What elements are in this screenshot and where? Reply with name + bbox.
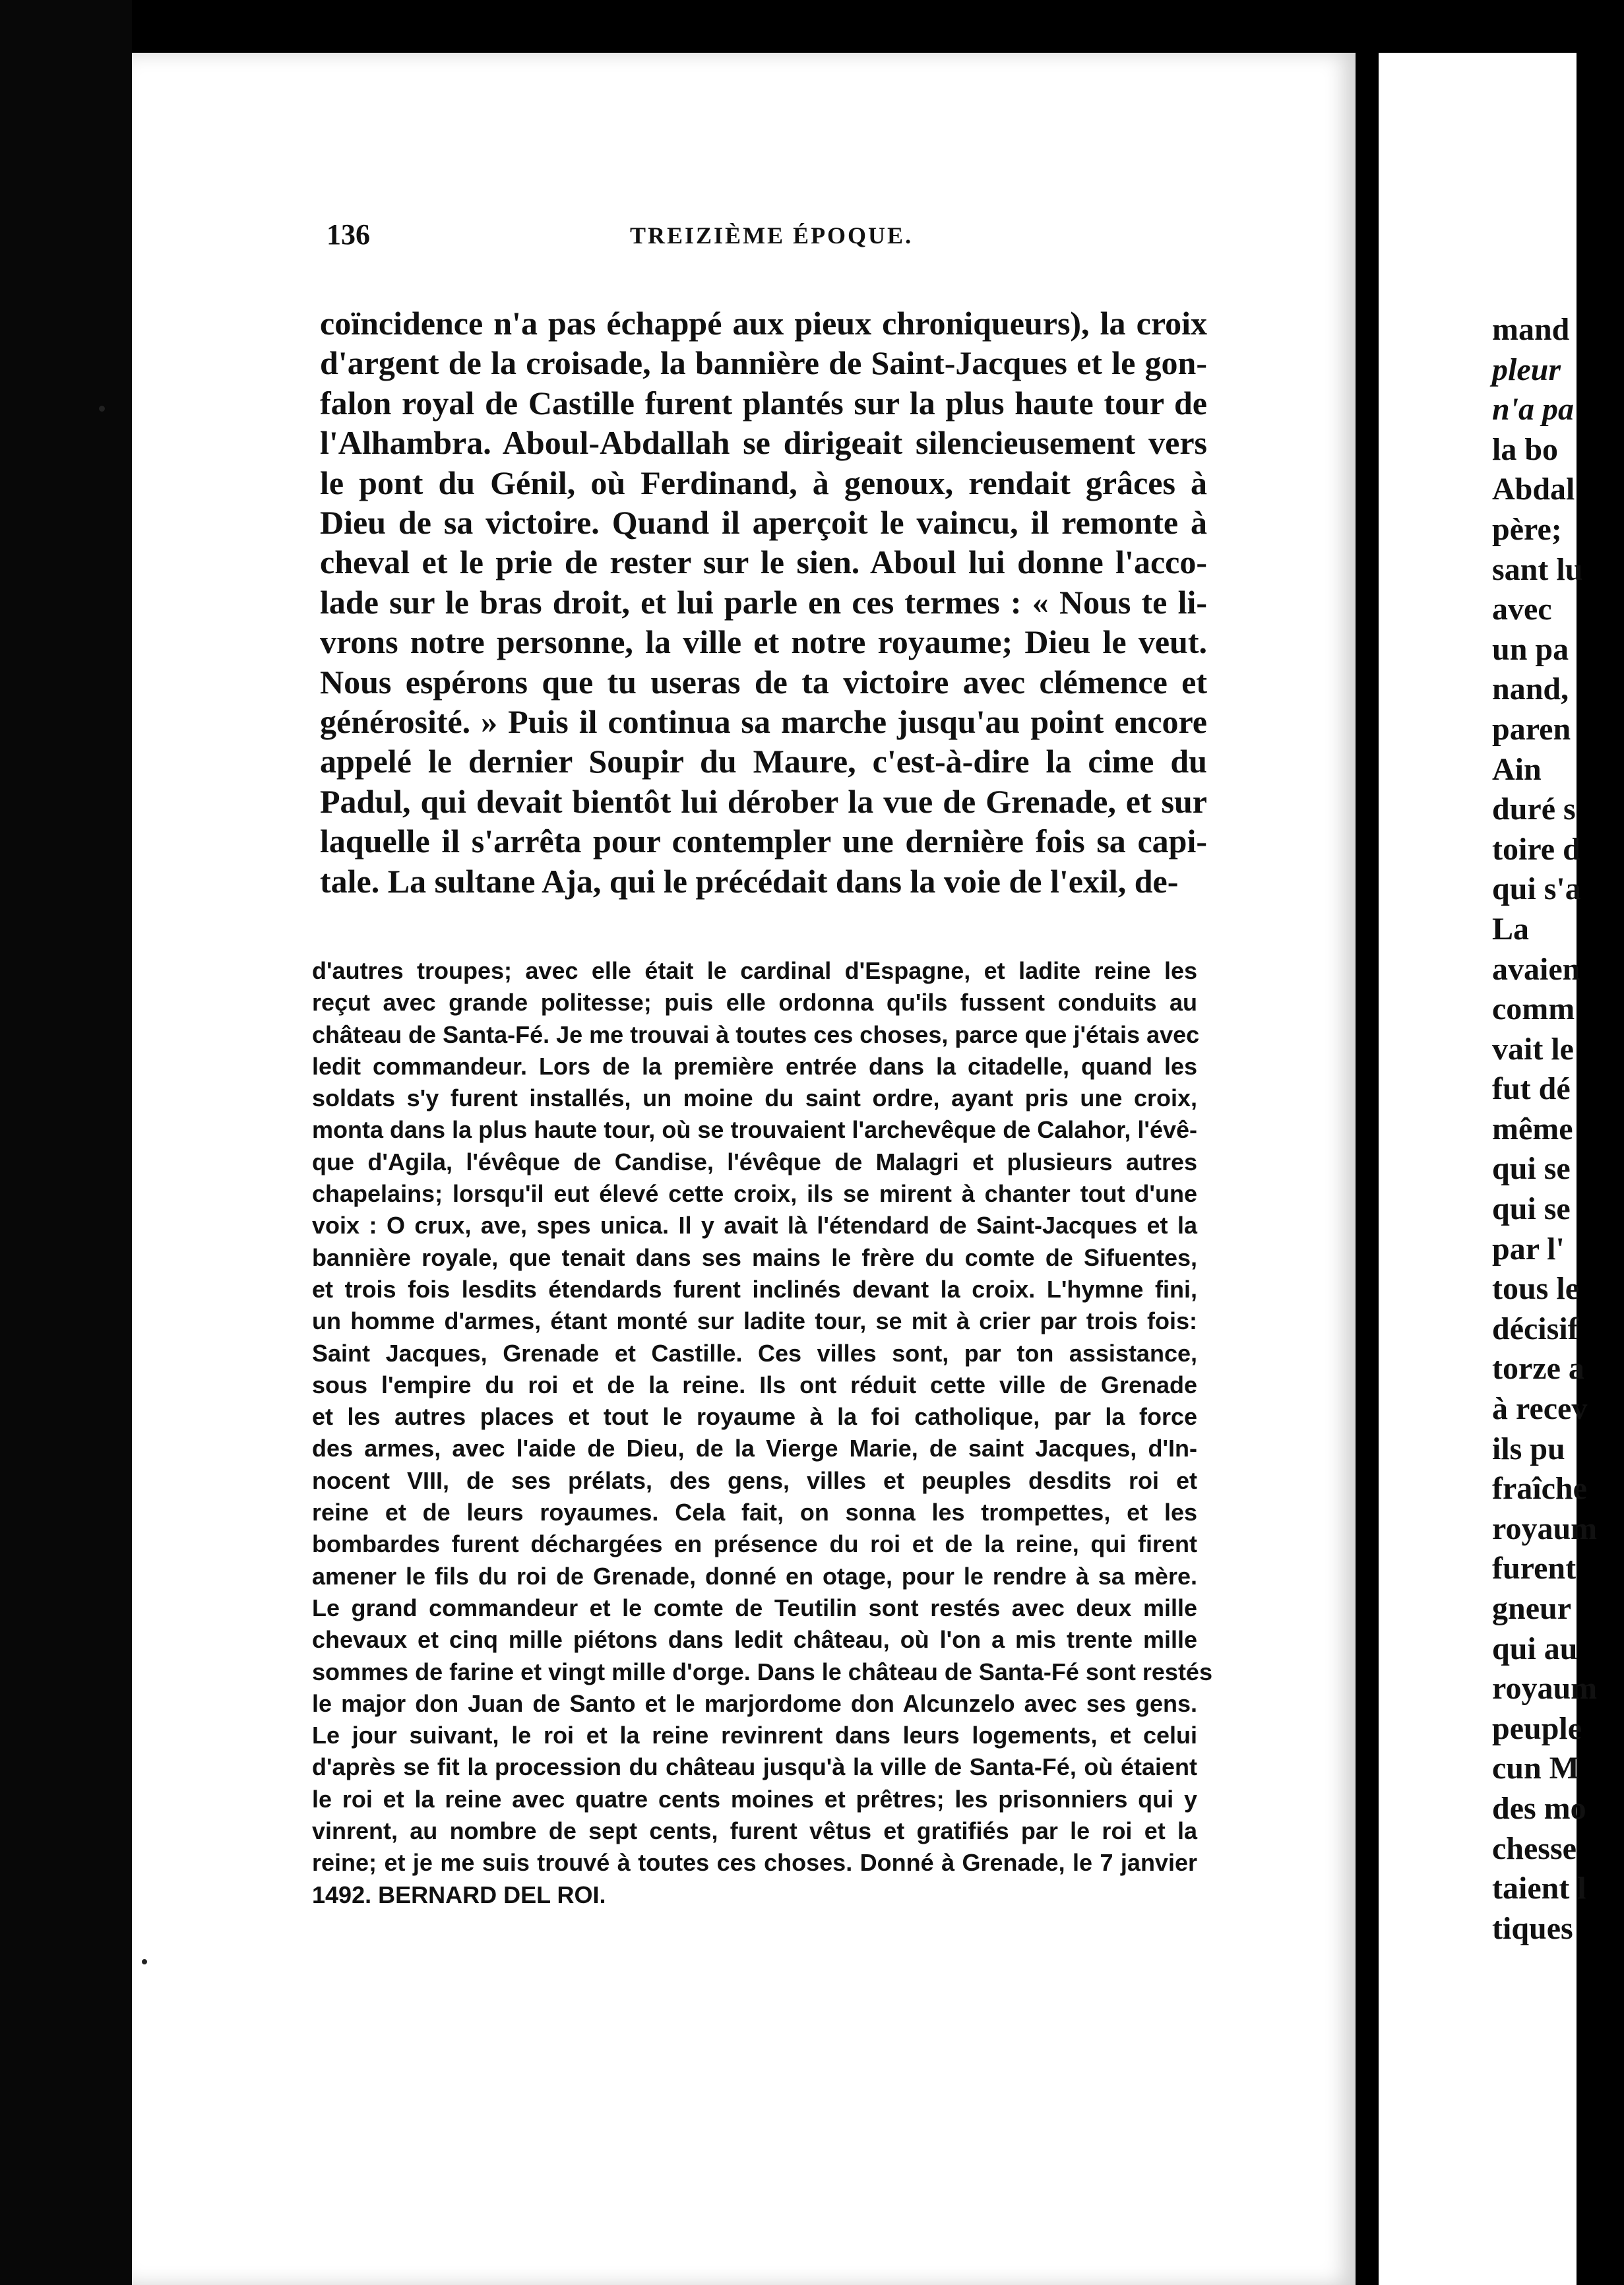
section-title: TREIZIÈME ÉPOQUE. <box>630 222 914 249</box>
footnote-line: sommes de farine et vingt mille d'orge. Dans le château de Santa-Fé sont restés <box>312 1658 1212 1685</box>
footnote-line: Saint Jacques, Grenade et Castille. Ces villes sont, par ton assistance, <box>312 1339 1197 1367</box>
right-page-line: avaien <box>1492 951 1580 987</box>
right-page-line: n'a pa <box>1492 392 1575 427</box>
right-page-line: qui se <box>1492 1191 1571 1227</box>
right-page-line: Abdal <box>1492 472 1575 507</box>
footnote-line: d'autres troupes; avec elle était le cardinal d'Espagne, et ladite reine les <box>312 957 1197 984</box>
footnote-line: monta dans la plus haute tour, où se trouvaient l'archevêque de Calahor, l'évê- <box>312 1116 1197 1144</box>
footnote-line: bannière royale, que tenait dans ses mains le frère du comte de Sifuentes, <box>312 1243 1197 1271</box>
footnote-line: bombardes furent déchargées en présence du roi et de la reine, qui firent <box>312 1530 1197 1558</box>
body-text-line: Dieu de sa victoire. Quand il aperçoit le vaincu, il remonte à <box>320 504 1207 542</box>
footnote-line: le major don Juan de Santo et le marjordome don Alcunzelo avec ses gens. <box>312 1689 1197 1717</box>
footnote-line: 1492. BERNARD DEL ROI. <box>312 1881 606 1908</box>
body-text-line: coïncidence n'a pas échappé aux pieux chroniqueurs), la croix <box>320 305 1207 342</box>
footnote-line: que d'Agila, l'évêque de Candise, l'évêque de Malagri et plusieurs autres <box>312 1148 1197 1175</box>
right-page-line: comm <box>1492 991 1575 1027</box>
body-text-line: laquelle il s'arrêta pour contempler une dernière fois sa capi- <box>320 823 1207 860</box>
right-page-line: vait le <box>1492 1031 1574 1067</box>
right-page-line: nand, <box>1492 672 1569 707</box>
footnote-line: voix : O crux, ave, spes unica. Il y avait là l'étendard de Saint-Jacques et la <box>312 1212 1197 1239</box>
footnote-block <box>312 955 1212 1911</box>
right-page-line: par l' <box>1492 1231 1565 1267</box>
right-page-line: ils pu <box>1492 1431 1565 1466</box>
right-page-line: fut dé <box>1492 1071 1571 1107</box>
body-text-line: cheval et le prie de rester sur le sien. Aboul lui donne l'acco- <box>320 544 1207 581</box>
footnote-line: vinrent, au nombre de sept cents, furent vêtus et gratifiés par le roi et la <box>312 1817 1197 1845</box>
footnote-line: ledit commandeur. Lors de la première entrée dans la citadelle, quand les <box>312 1052 1197 1080</box>
right-page-line: tous le <box>1492 1271 1579 1307</box>
right-page-line: qui s'a <box>1492 871 1581 907</box>
footnote-line: reçut avec grande politesse; puis elle ordonna qu'ils fussent conduits au <box>312 989 1197 1017</box>
body-text-line: générosité. » Puis il continua sa marche jusqu'au point encore <box>320 703 1207 741</box>
right-page-line: royaum <box>1492 1511 1598 1546</box>
footnote-line: Le grand commandeur et le comte de Teutilin sont restés avec deux mille <box>312 1594 1197 1621</box>
body-text-line: Padul, qui devait bientôt lui dérober la vue de Grenade, et sur <box>320 782 1207 820</box>
footnote-line: reine; et je me suis trouvé à toutes ces choses. Donné à Grenade, le 7 janvier <box>312 1849 1197 1877</box>
right-page-line: mand <box>1492 312 1570 347</box>
right-page-line: qui au <box>1492 1631 1578 1666</box>
body-text-line: vrons notre personne, la ville et notre royaume; Dieu le veut. <box>320 623 1207 661</box>
right-page-line: Ain <box>1492 751 1542 787</box>
right-page-line: sant lu <box>1492 551 1583 587</box>
right-page-line: la bo <box>1492 431 1559 467</box>
footnote-line: chapelains; lorsqu'il eut élevé cette croix, ils se mirent à chanter tout d'une <box>312 1180 1197 1208</box>
footnote-line: chevaux et cinq mille piétons dans ledit château, où l'on a mis trente mille <box>312 1626 1197 1654</box>
body-text-line: d'argent de la croisade, la bannière de Saint-Jacques et le gon- <box>320 344 1207 382</box>
right-page-line: royaum <box>1492 1671 1598 1706</box>
footnote-line: Le jour suivant, le roi et la reine revinrent dans leurs logements, et celui <box>312 1722 1197 1749</box>
right-page-line: avec <box>1492 592 1552 627</box>
right-page-line: toire d <box>1492 831 1580 867</box>
footnote-line: sous l'empire du roi et de la reine. Ils ont réduit cette ville de Grenade <box>312 1371 1197 1398</box>
right-page-line: père; <box>1492 511 1562 547</box>
running-head <box>327 218 1204 257</box>
body-text-line: Nous espérons que tu useras de ta victoire avec clémence et <box>320 663 1207 701</box>
body-text-line: appelé le dernier Soupir du Maure, c'est-à-dire la cime du <box>320 743 1207 780</box>
page-number: 136 <box>327 218 370 251</box>
right-page-line: duré s <box>1492 792 1576 827</box>
footnote-line: d'après se fit la procession du château jusqu'à la ville de Santa-Fé, où étaient <box>312 1753 1197 1781</box>
right-page-line: paren <box>1492 711 1571 747</box>
right-page-line: à recev <box>1492 1391 1588 1427</box>
right-page-line: taient l <box>1492 1871 1586 1906</box>
right-page-line: décisif <box>1492 1311 1578 1346</box>
right-page-line: torze a <box>1492 1351 1584 1387</box>
right-page-line: La <box>1492 911 1530 947</box>
right-page-line: un pa <box>1492 631 1569 667</box>
right-page-line: cun M <box>1492 1751 1579 1786</box>
footnote-line: et trois fois lesdits étendards furent inclinés devant la croix. L'hymne fini, <box>312 1275 1197 1303</box>
right-page-line: même <box>1492 1111 1573 1146</box>
scan-dark-edge <box>0 0 132 2285</box>
right-page-line: chesse <box>1492 1831 1577 1866</box>
right-page-line: pleur <box>1492 352 1561 387</box>
footnote-line: château de Santa-Fé. Je me trouvai à toutes ces choses, parce que j'étais avec <box>312 1020 1200 1048</box>
body-text-line: lade sur le bras droit, et lui parle en ces termes : « Nous te li- <box>320 583 1207 621</box>
footnote-line: amener le fils du roi de Grenade, donné en otage, pour le rendre à sa mère. <box>312 1562 1197 1590</box>
footnote-line: et les autres places et tout le royaume à la foi catholique, par la force <box>312 1403 1197 1431</box>
footnote-line: des armes, avec l'aide de Dieu, de la Vierge Marie, de saint Jacques, d'In- <box>312 1435 1197 1462</box>
right-page-line: gneur <box>1492 1591 1571 1626</box>
right-page-line: peuple <box>1492 1710 1582 1746</box>
body-text-line: tale. La sultane Aja, qui le précédait dans la voie de l'exil, de- <box>320 862 1179 900</box>
footnote-line: un homme d'armes, étant monté sur ladite tour, se mit à crier par trois fois: <box>312 1307 1197 1335</box>
scan-speck <box>99 406 105 412</box>
body-text-line: l'Alhambra. Aboul-Abdallah se dirigeait silencieusement vers <box>320 424 1207 462</box>
footnote-line: reine et de leurs royaumes. Cela fait, on sonna les trompettes, et les <box>312 1499 1197 1526</box>
right-page-text <box>1492 310 1624 1949</box>
right-page-line: qui se <box>1492 1151 1571 1187</box>
right-page-line: fraîche <box>1492 1471 1587 1507</box>
main-text-block <box>320 303 1207 901</box>
body-text-line: falon royal de Castille furent plantés sur la plus haute tour de <box>320 384 1207 422</box>
right-page-line: des mo <box>1492 1790 1586 1826</box>
footnote-line: le roi et la reine avec quatre cents moines et prêtres; les prisonniers qui y <box>312 1785 1197 1813</box>
scan-speck <box>142 1959 147 1964</box>
body-text-line: le pont du Génil, où Ferdinand, à genoux, rendait grâces à <box>320 464 1207 501</box>
footnote-line: nocent VIII, de ses prélats, des gens, villes et peuples desdits roi et <box>312 1466 1197 1494</box>
footnote-line: soldats s'y furent installés, un moine du saint ordre, ayant pris une croix, <box>312 1084 1197 1112</box>
right-page-line: furent <box>1492 1551 1577 1586</box>
book-gutter <box>1356 53 1379 2285</box>
right-page-line: tiques <box>1492 1910 1573 1946</box>
